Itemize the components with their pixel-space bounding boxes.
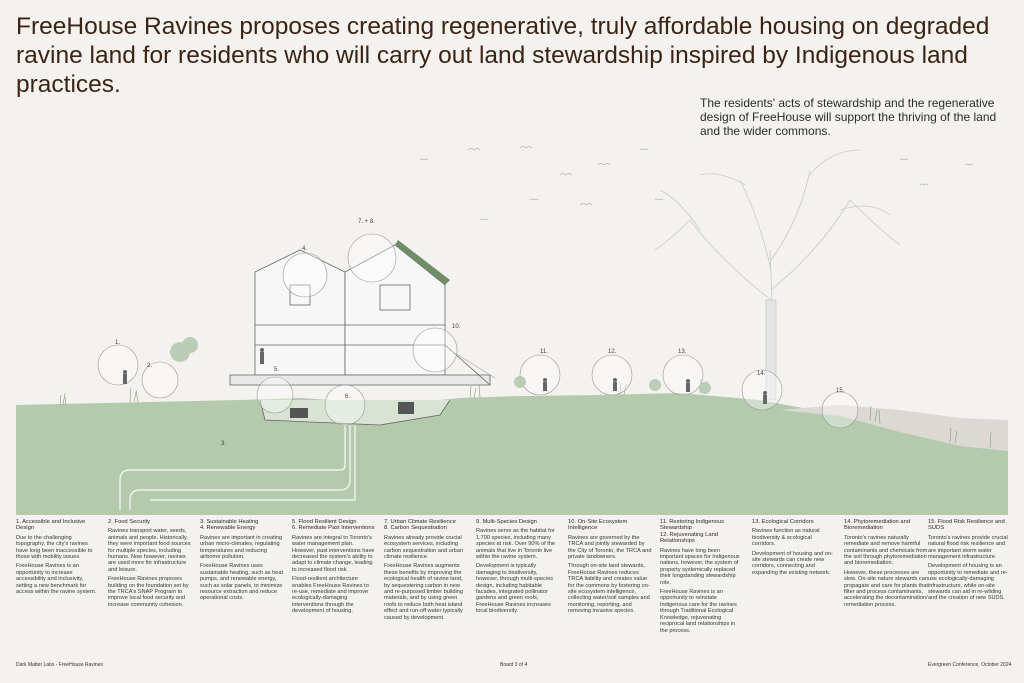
column-2	[108, 519, 192, 611]
headline: FreeHouse Ravines proposes creating regenerative, truly affordable housing on degraded ravine land for residents who will carry out land stewardship inspired by Indigenous land practices.	[16, 13, 990, 98]
column-paragraph: Ravines function as natural biodiversity & ecological corridors.	[752, 528, 820, 548]
column-paragraph: FreeHouse Ravines is an opportunity to increase accessibility and inclusivity, setting a new benchmark for access within the ravine system.	[16, 563, 97, 596]
footer-right: Evergreen Conference, October 2024	[928, 662, 1012, 668]
column-1	[16, 519, 100, 598]
column-heading: 10. On-Site Ecosystem Intelligence	[568, 519, 628, 532]
column-heading: 2. Food Security	[108, 519, 151, 525]
column-paragraph: Due to the challenging topography, the city's ravines have long been inaccessible to those with mobility issues.	[16, 534, 93, 561]
column-heading: 15. Flood Risk Resilience and SUDS	[928, 519, 1005, 532]
column-heading: 3. Sustainable Heating 4. Renewable Energy	[200, 519, 259, 532]
marker-6: 6.	[345, 394, 351, 400]
marker-4: 4.	[302, 246, 308, 252]
column-heading: 9. Multi-Species Design	[476, 519, 537, 525]
column-11	[928, 519, 1012, 605]
column-paragraph: Ravines transport water, seeds, animals and people. Historically, they were important food sources for multiple species, including humans. Now however, ravines are used more for infrastructure and leisure.	[108, 528, 191, 573]
column-heading: 7. Urban Climate Resilience 8. Carbon Sequestration	[384, 519, 456, 532]
column-heading: 5. Flood Resilient Design 6. Remediate Past Interventions	[292, 519, 375, 532]
column-paragraph: Ravines are integral to Toronto's water management plan. However, past interventions have decreased the system's ability to adapt to climate change, leading to increased flood risk.	[292, 534, 375, 573]
marker-11: 11.	[540, 349, 548, 355]
explanation-columns	[16, 519, 1016, 659]
column-paragraph: Ravines already provide crucial ecosystem services, including carbon sequestration and urban climate resilience.	[384, 534, 463, 561]
footer-center: Board 3 of 4	[500, 662, 528, 668]
marker-3: 3.	[221, 441, 227, 447]
column-paragraph: Development is typically damaging to biodiversity, however, through multi-species design, including habitable facades, integrated pollinator gardens and green roofs, FreeHouse Ravines increases local biodiversity.	[476, 563, 554, 615]
marker-2: 2.	[147, 363, 153, 369]
column-paragraph: Toronto's ravines provide crucial natural flood risk resilience and are important storm water management infrastructure.	[928, 534, 1008, 561]
column-4	[292, 519, 376, 618]
column-paragraph: FreeHouse Ravines proposes building on the foundation set by the TRCA's SNAP Program to improve local food security and increase community cohesion.	[108, 576, 189, 608]
column-paragraph: Development of housing and on-site stewards can create new corridors, connecting and expanding the existing network.	[752, 550, 833, 576]
column-paragraph: Flood-resilient architecture enables FreeHouse Ravines to re-use, remediate and improve ecologically-damaging interventions through the development of housing.	[292, 576, 369, 615]
column-7	[568, 519, 652, 618]
column-heading: 11. Restoring Indigenous Stewardship 12. Rejuvenating Land Relationships	[660, 519, 725, 545]
footer-left: Dark Matter Labs - FreeHouse Ravines	[16, 662, 103, 668]
column-paragraph: Ravines are governed by the TRCA and jointly stewarded by the City of Toronto, the TRCA and private landowners.	[568, 534, 652, 561]
column-paragraph: Development of housing is an opportunity to remediate and re-use ecologically-damaging infrastructure, while on-site stewards can aid in re-wilding and the creation of new SUDS.	[928, 563, 1008, 602]
column-10	[844, 519, 928, 611]
atv	[290, 408, 308, 418]
marker-5: 5.	[274, 367, 280, 373]
column-paragraph: FreeHouse Ravines uses sustainable heating, such as heat pumps, and renewable energy, such as solar panels, to minimize resource extraction and reduce operational costs.	[200, 563, 284, 602]
column-paragraph: FreeHouse Ravines augments these benefits by improving the ecological health of ravine land, by sequestering carbon in new and re-purposed timber building materials, and by using green roofs to reduce both heat island effect and run-off water typically caused by development.	[384, 563, 463, 621]
marker-1: 1.	[115, 340, 121, 346]
marker-14: 14.	[757, 371, 766, 377]
robot	[398, 402, 414, 414]
marker-15: 15.	[836, 388, 845, 394]
column-heading: 13. Ecological Corridors	[752, 519, 814, 525]
column-3	[200, 519, 284, 605]
marker-7-8: 7. + 8.	[358, 219, 375, 225]
birds	[420, 147, 973, 221]
column-paragraph: Ravines are important in creating urban micro-climates, regulating temperatures and reducing airborne pollution.	[200, 534, 283, 561]
marker-12: 12.	[608, 349, 617, 355]
column-6	[476, 519, 560, 618]
column-9	[752, 519, 836, 579]
column-8	[660, 519, 744, 637]
subtext: The residents' acts of stewardship and the regenerative design of FreeHouse will support the thriving of the land and the wider commons.	[700, 96, 997, 138]
column-heading: 14. Phytoremediation and Bioremediation	[844, 519, 911, 532]
column-paragraph: Through on-site land stewards, FreeHouse Ravines reduces TRCA liability and creates value for the commons by fostering on-site ecosystem intelligence, collecting water/soil samples and monitoring, reporting, and removing invasive species.	[568, 563, 650, 615]
column-heading: 1. Accessible and Inclusive Design	[16, 519, 86, 532]
column-paragraph: Ravines serve as the habitat for 1,700 species, including many species at risk. Over 90% of the animals that live in Toronto live within the ravine system.	[476, 528, 555, 561]
column-paragraph: Ravines have long been important spaces for Indigenous nations, however, the system of property systemically replaced their longstanding stewardship role.	[660, 547, 740, 586]
marker-10: 10.	[452, 324, 461, 330]
column-paragraph: However, these processes are slow. On-site nature stewards can propagate and care for plants that filter and process contaminants, accelerating the decontamination/ remediation process.	[844, 569, 928, 608]
marker-13: 13.	[678, 349, 687, 355]
column-paragraph: Toronto's ravines naturally remediate and remove harmful contaminants and chemicals from the soil through phytoremediation and bioremediation.	[844, 534, 928, 567]
column-5	[384, 519, 468, 624]
column-paragraph: FreeHouse Ravines is an opportunity to reinstate Indigenous care for the ravines through Traditional Ecological Knowledge, rejuvenating reciprocal land relationships in the process.	[660, 589, 737, 634]
